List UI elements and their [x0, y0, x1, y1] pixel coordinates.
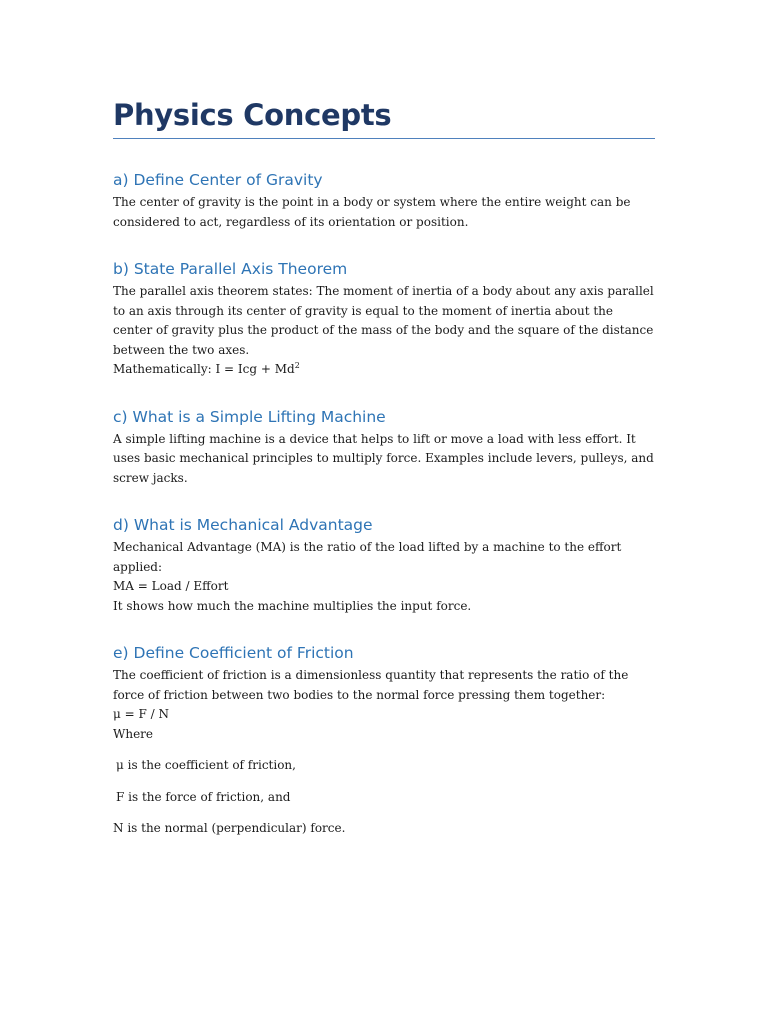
paragraph: Mechanical Advantage (MA) is the ratio of the load lifted by a machine to the effort applied:	[113, 540, 622, 574]
formula-text: Mathematically: I = Icg + Md	[113, 362, 295, 376]
definition-line: μ is the coefficient of friction,	[116, 758, 296, 772]
paragraph: The coefficient of friction is a dimensionless quantity that represents the ratio of the force of friction between two bodies to the normal force pressing them together:	[113, 668, 629, 702]
section-simple-lifting-machine	[113, 406, 655, 489]
title-underline	[113, 138, 655, 139]
formula-line	[113, 360, 655, 380]
paragraph: A simple lifting machine is a device that helps to lift or move a load with less effort. It uses basic mechanical principles to multiply force. Examples include levers, pulleys, and screw jacks.	[113, 431, 654, 485]
section-heading: d) What is Mechanical Advantage	[113, 516, 373, 534]
section-center-of-gravity	[113, 169, 655, 232]
paragraph: Where	[113, 726, 154, 741]
formula-line: MA = Load / Effort	[113, 579, 229, 593]
definition-line: F is the force of friction, and	[116, 789, 291, 804]
page-title: Physics Concepts	[113, 98, 392, 132]
section-heading: e) Define Coefficient of Friction	[113, 644, 354, 662]
document-page	[113, 96, 655, 865]
formula-exponent: 2	[294, 361, 300, 370]
paragraph: It shows how much the machine multiplies the input force.	[113, 598, 472, 613]
section-heading: a) Define Center of Gravity	[113, 171, 323, 189]
paragraph: The parallel axis theorem states: The moment of inertia of a body about any axis parallel to an axis through its center of gravity is equal to the moment of inertia about the center of gravity plus the product of the mass of the body and the square of the distance between the two axes.	[113, 284, 654, 357]
section-coefficient-of-friction	[113, 642, 655, 839]
section-heading: c) What is a Simple Lifting Machine	[113, 407, 386, 426]
paragraph: The center of gravity is the point in a body or system where the entire weight can be considered to act, regardless of its orientation or position.	[113, 195, 631, 229]
section-mechanical-advantage	[113, 514, 655, 616]
section-heading: b) State Parallel Axis Theorem	[113, 260, 348, 278]
formula-line: μ = F / N	[113, 707, 169, 721]
definition-line: N is the normal (perpendicular) force.	[113, 821, 346, 835]
section-parallel-axis-theorem	[113, 258, 655, 380]
